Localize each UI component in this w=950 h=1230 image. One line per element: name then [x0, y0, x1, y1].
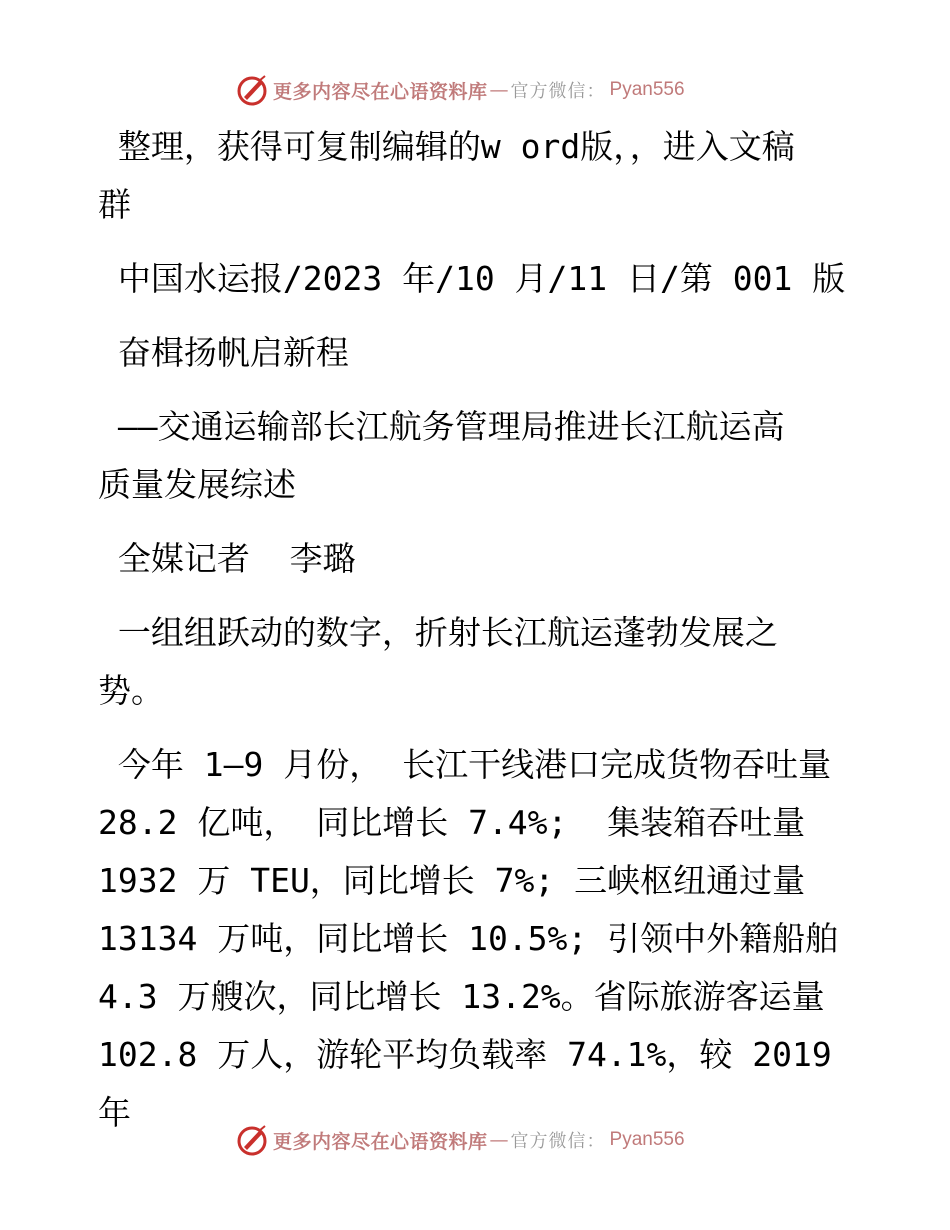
- document-body: [98, 118, 858, 1142]
- paragraph-source: 中国水运报/2023 年/10 月/11 日/第 001 版: [98, 259, 846, 298]
- footer-watermark: [235, 1122, 685, 1158]
- watermark-separator: —: [489, 1129, 509, 1151]
- paragraph-subtitle: ——交通运输部长江航务管理局推进长江航运高 质量发展综述: [98, 407, 785, 504]
- paragraph-intro: 整理，获得可复制编辑的w ord版，，进入文稿 群: [98, 127, 795, 224]
- paragraph-byline: 全媒记者 李璐: [98, 539, 356, 578]
- quill-pen-logo-icon: [235, 1123, 269, 1157]
- paragraph-lead: 一组组跃动的数字，折射长江航运蓬勃发展之 势。: [98, 613, 778, 710]
- watermark-wechat-id: Pyan556: [609, 1129, 685, 1150]
- watermark-separator: —: [489, 79, 509, 101]
- watermark-wechat-id: Pyan556: [609, 79, 685, 100]
- watermark-wechat-label: 官方微信：: [510, 1131, 606, 1152]
- quill-pen-logo-icon: [235, 73, 269, 107]
- watermark-main-text: 更多内容尽在心语资料库: [273, 1130, 488, 1153]
- watermark-wechat-label: 官方微信：: [510, 81, 606, 102]
- paragraph-title: 奋楫扬帆启新程: [98, 333, 349, 372]
- header-watermark: [235, 72, 685, 108]
- paragraph-statistics: 今年 1—9 月份， 长江干线港口完成货物吞吐量 28.2 亿吨， 同比增长 7.4%; 集装箱吞吐量 1932 万 TEU，同比增长 7%; 三峡枢纽通过量 13134 万吨，同比增长 10.5%; 引领中外籍船舶 4.3 万艘次，同比增长 13.2%。省际旅游客运量 102.8 万人，游轮平均负载率 74.1%，较 2019 年: [98, 745, 839, 1132]
- watermark-main-text: 更多内容尽在心语资料库: [273, 80, 488, 103]
